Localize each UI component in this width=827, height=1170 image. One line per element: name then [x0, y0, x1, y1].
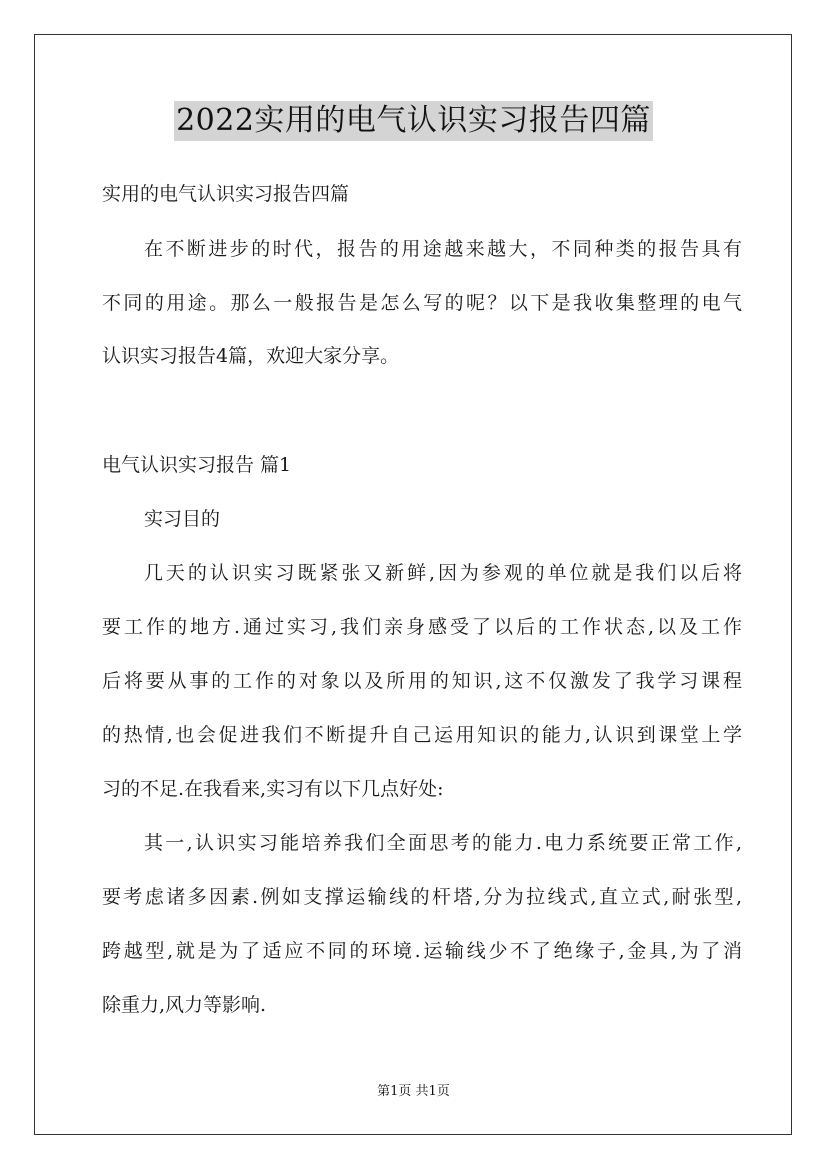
paragraph1-line-2: 要工作的地方.通过实习,我们亲身感受了以后的工作状态,以及工作	[102, 616, 742, 638]
paragraph2-line-4: 除重力,风力等影响.	[102, 994, 267, 1016]
paragraph2-line-3: 跨越型,就是为了适应不同的环境.运输线少不了绝缘子,金具,为了消	[102, 940, 742, 962]
paragraph2-line-1: 其一,认识实习能培养我们全面思考的能力.电力系统要正常工作,	[144, 832, 742, 854]
intro-line-1: 在不断进步的时代，报告的用途越来越大，不同种类的报告具有	[144, 238, 742, 260]
paragraph1-line-5: 习的不足.在我看来,实习有以下几点好处:	[102, 778, 444, 800]
paragraph2-line-2: 要考虑诸多因素.例如支撑运输线的杆塔,分为拉线式,直立式,耐张型,	[102, 886, 742, 908]
paragraph1-line-1: 几天的认识实习既紧张又新鲜,因为参观的单位就是我们以后将	[144, 562, 742, 584]
intro-line-3: 认识实习报告4篇，欢迎大家分享。	[102, 345, 400, 367]
page-footer: 第1页 共1页	[377, 1084, 450, 1099]
document-title: 2022实用的电气认识实习报告四篇	[174, 101, 653, 141]
document-subtitle: 实用的电气认识实习报告四篇	[102, 183, 350, 205]
intro-line-2: 不同的用途。那么一般报告是怎么写的呢？以下是我收集整理的电气	[102, 292, 742, 314]
paragraph1-line-3: 后将要从事的工作的对象以及所用的知识,这不仅激发了我学习课程	[102, 670, 742, 692]
subheading-purpose: 实习目的	[144, 508, 221, 530]
title-container	[0, 101, 827, 141]
section-heading: 电气认识实习报告 篇1	[102, 454, 292, 476]
paragraph1-line-4: 的热情,也会促进我们不断提升自己运用知识的能力,认识到课堂上学	[102, 724, 742, 746]
